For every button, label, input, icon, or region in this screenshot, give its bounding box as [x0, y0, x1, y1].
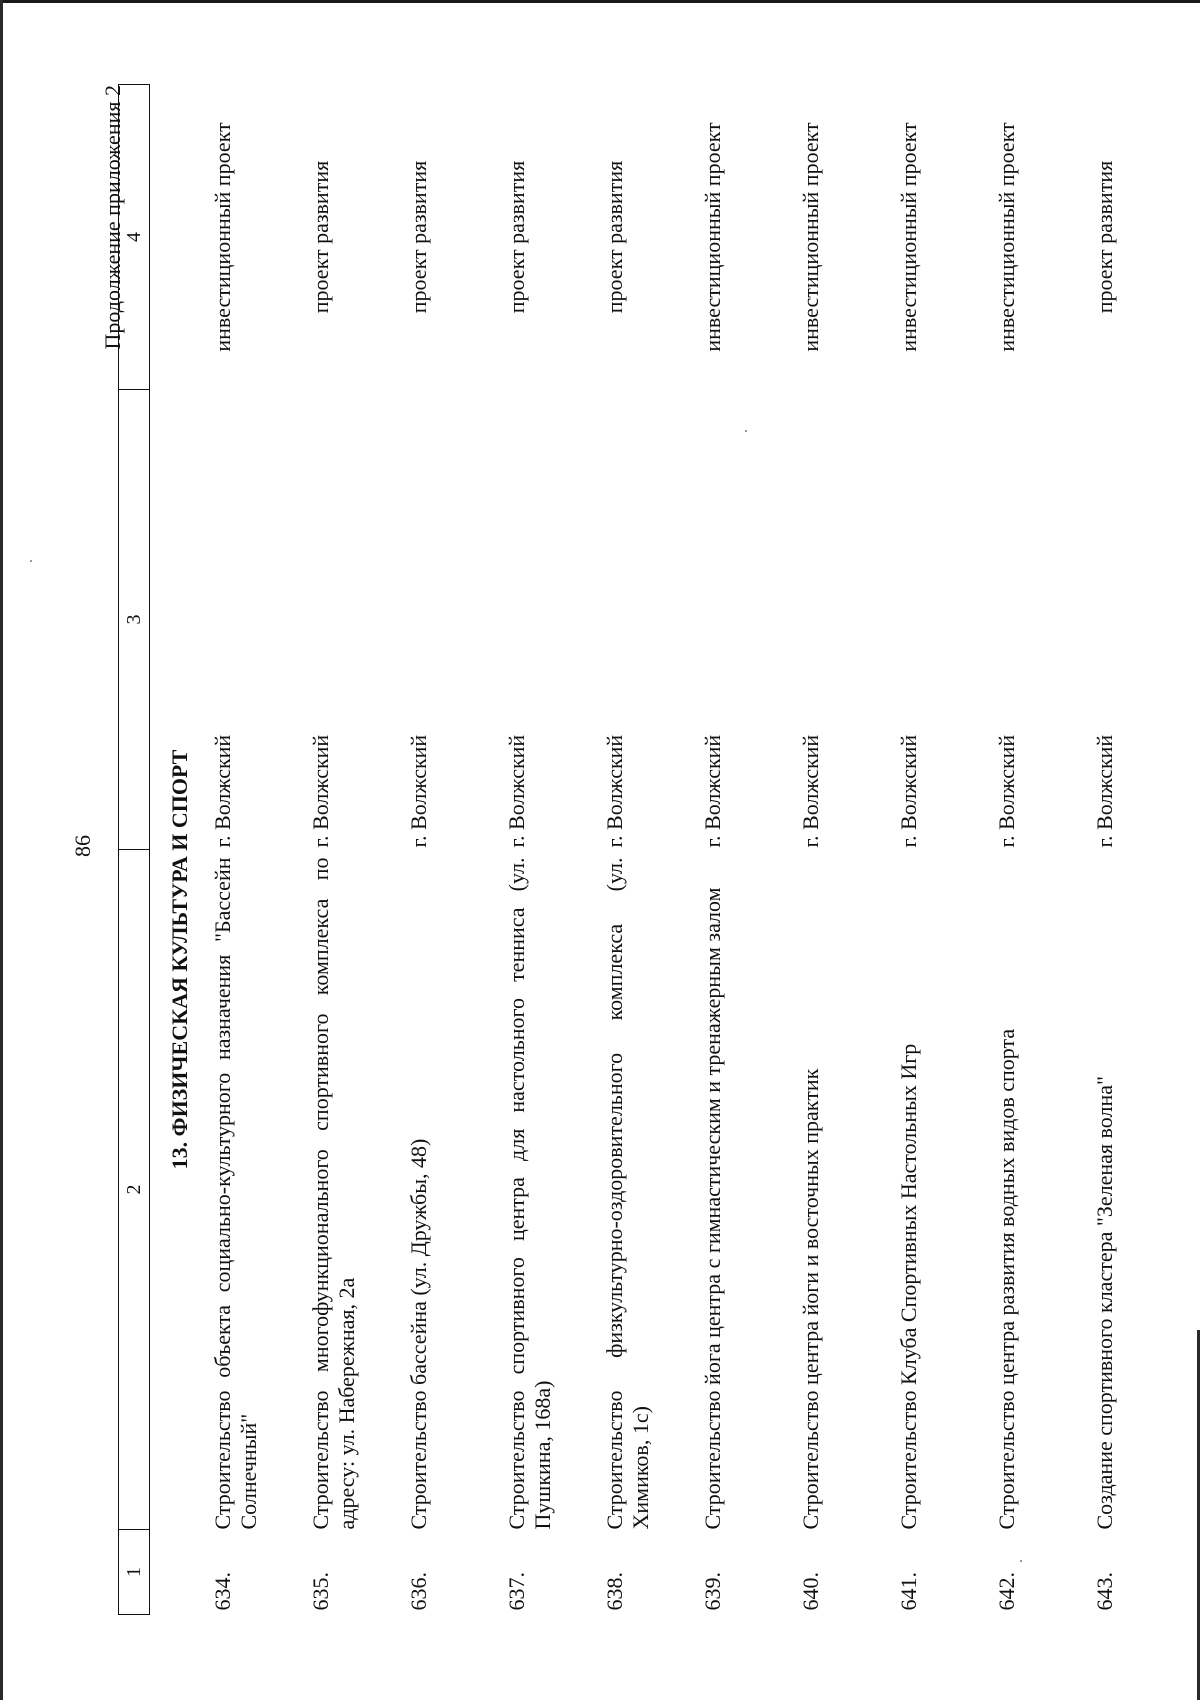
row-number: 635.	[308, 1572, 333, 1611]
project-name: Строительство центра йоги и восточных практик	[798, 1068, 823, 1530]
project-name: Строительство объекта социально-культурного назначения "Бассейн Солнечный"	[210, 857, 261, 1530]
project-type: инвестиционный проект	[896, 122, 921, 352]
project-name: Строительство Клуба Спортивных Настольных Игр	[896, 1043, 921, 1530]
section-title: 13. ФИЗИЧЕСКАЯ КУЛЬТУРА И СПОРТ	[167, 749, 192, 1170]
column-header: 3	[119, 390, 150, 850]
project-type: инвестиционный проект	[798, 122, 823, 352]
project-name: Строительство спортивного центра для настольного тенниса (ул. Пушкина, 168а)	[504, 857, 555, 1530]
table-row	[602, 85, 700, 1615]
project-name: Создание спортивного кластера "Зеленая волна"	[1092, 1076, 1117, 1530]
project-city: г. Волжский	[798, 734, 823, 848]
project-type: проект развития	[602, 160, 627, 314]
project-type: проект развития	[504, 160, 529, 314]
table-row	[504, 85, 602, 1615]
table-row	[994, 85, 1092, 1615]
row-number: 637.	[504, 1572, 529, 1611]
table-row	[798, 85, 896, 1615]
table-row	[406, 85, 504, 1615]
project-type: проект развития	[1092, 160, 1117, 314]
project-type: инвестиционный проект	[700, 122, 725, 352]
table-row	[700, 85, 798, 1615]
project-city: г. Волжский	[896, 734, 921, 848]
row-number: 639.	[700, 1572, 725, 1611]
column-header: 4	[119, 85, 150, 390]
column-header: 2	[119, 850, 150, 1530]
row-number: 638.	[602, 1572, 627, 1611]
project-type: инвестиционный проект	[994, 122, 1019, 352]
project-type: проект развития	[308, 160, 333, 314]
project-city: г. Волжский	[602, 734, 627, 848]
project-type: инвестиционный проект	[210, 122, 235, 352]
continuation-label: Продолжение приложения 2	[100, 85, 125, 350]
row-number: 634.	[210, 1572, 235, 1611]
row-number: 641.	[896, 1572, 921, 1611]
project-name: Строительство бассейна (ул. Дружбы, 48)	[406, 1138, 431, 1530]
row-number: 642.	[994, 1572, 1019, 1611]
table-row	[210, 85, 308, 1615]
project-city: г. Волжский	[210, 734, 235, 848]
project-city: г. Волжский	[308, 734, 333, 848]
project-type: проект развития	[406, 160, 431, 314]
table-row	[1092, 85, 1190, 1615]
project-name: Строительство физкультурно-оздоровительного комплекса (ул. Химиков, 1с)	[602, 857, 653, 1530]
project-name: Строительство многофункционального спортивного комплекса по адресу: ул. Набережная, 2а	[308, 857, 359, 1530]
project-name: Строительство центра развития водных видов спорта	[994, 1028, 1019, 1530]
row-number: 640.	[798, 1572, 823, 1611]
project-city: г. Волжский	[994, 734, 1019, 848]
row-number: 636.	[406, 1572, 431, 1611]
table-row	[308, 85, 406, 1615]
column-number-row	[119, 85, 150, 1615]
project-name: Строительство йога центра с гимнастическим и тренажерным залом	[700, 887, 725, 1530]
page-number: 86	[70, 835, 95, 857]
project-city: г. Волжский	[700, 734, 725, 848]
column-header: 1	[119, 1530, 150, 1615]
row-number: 643.	[1092, 1572, 1117, 1611]
projects-table	[118, 84, 1190, 1615]
project-city: г. Волжский	[406, 734, 431, 848]
project-city: г. Волжский	[504, 734, 529, 848]
table-row	[896, 85, 994, 1615]
project-city: г. Волжский	[1092, 734, 1117, 848]
section-heading-row	[150, 85, 211, 1615]
